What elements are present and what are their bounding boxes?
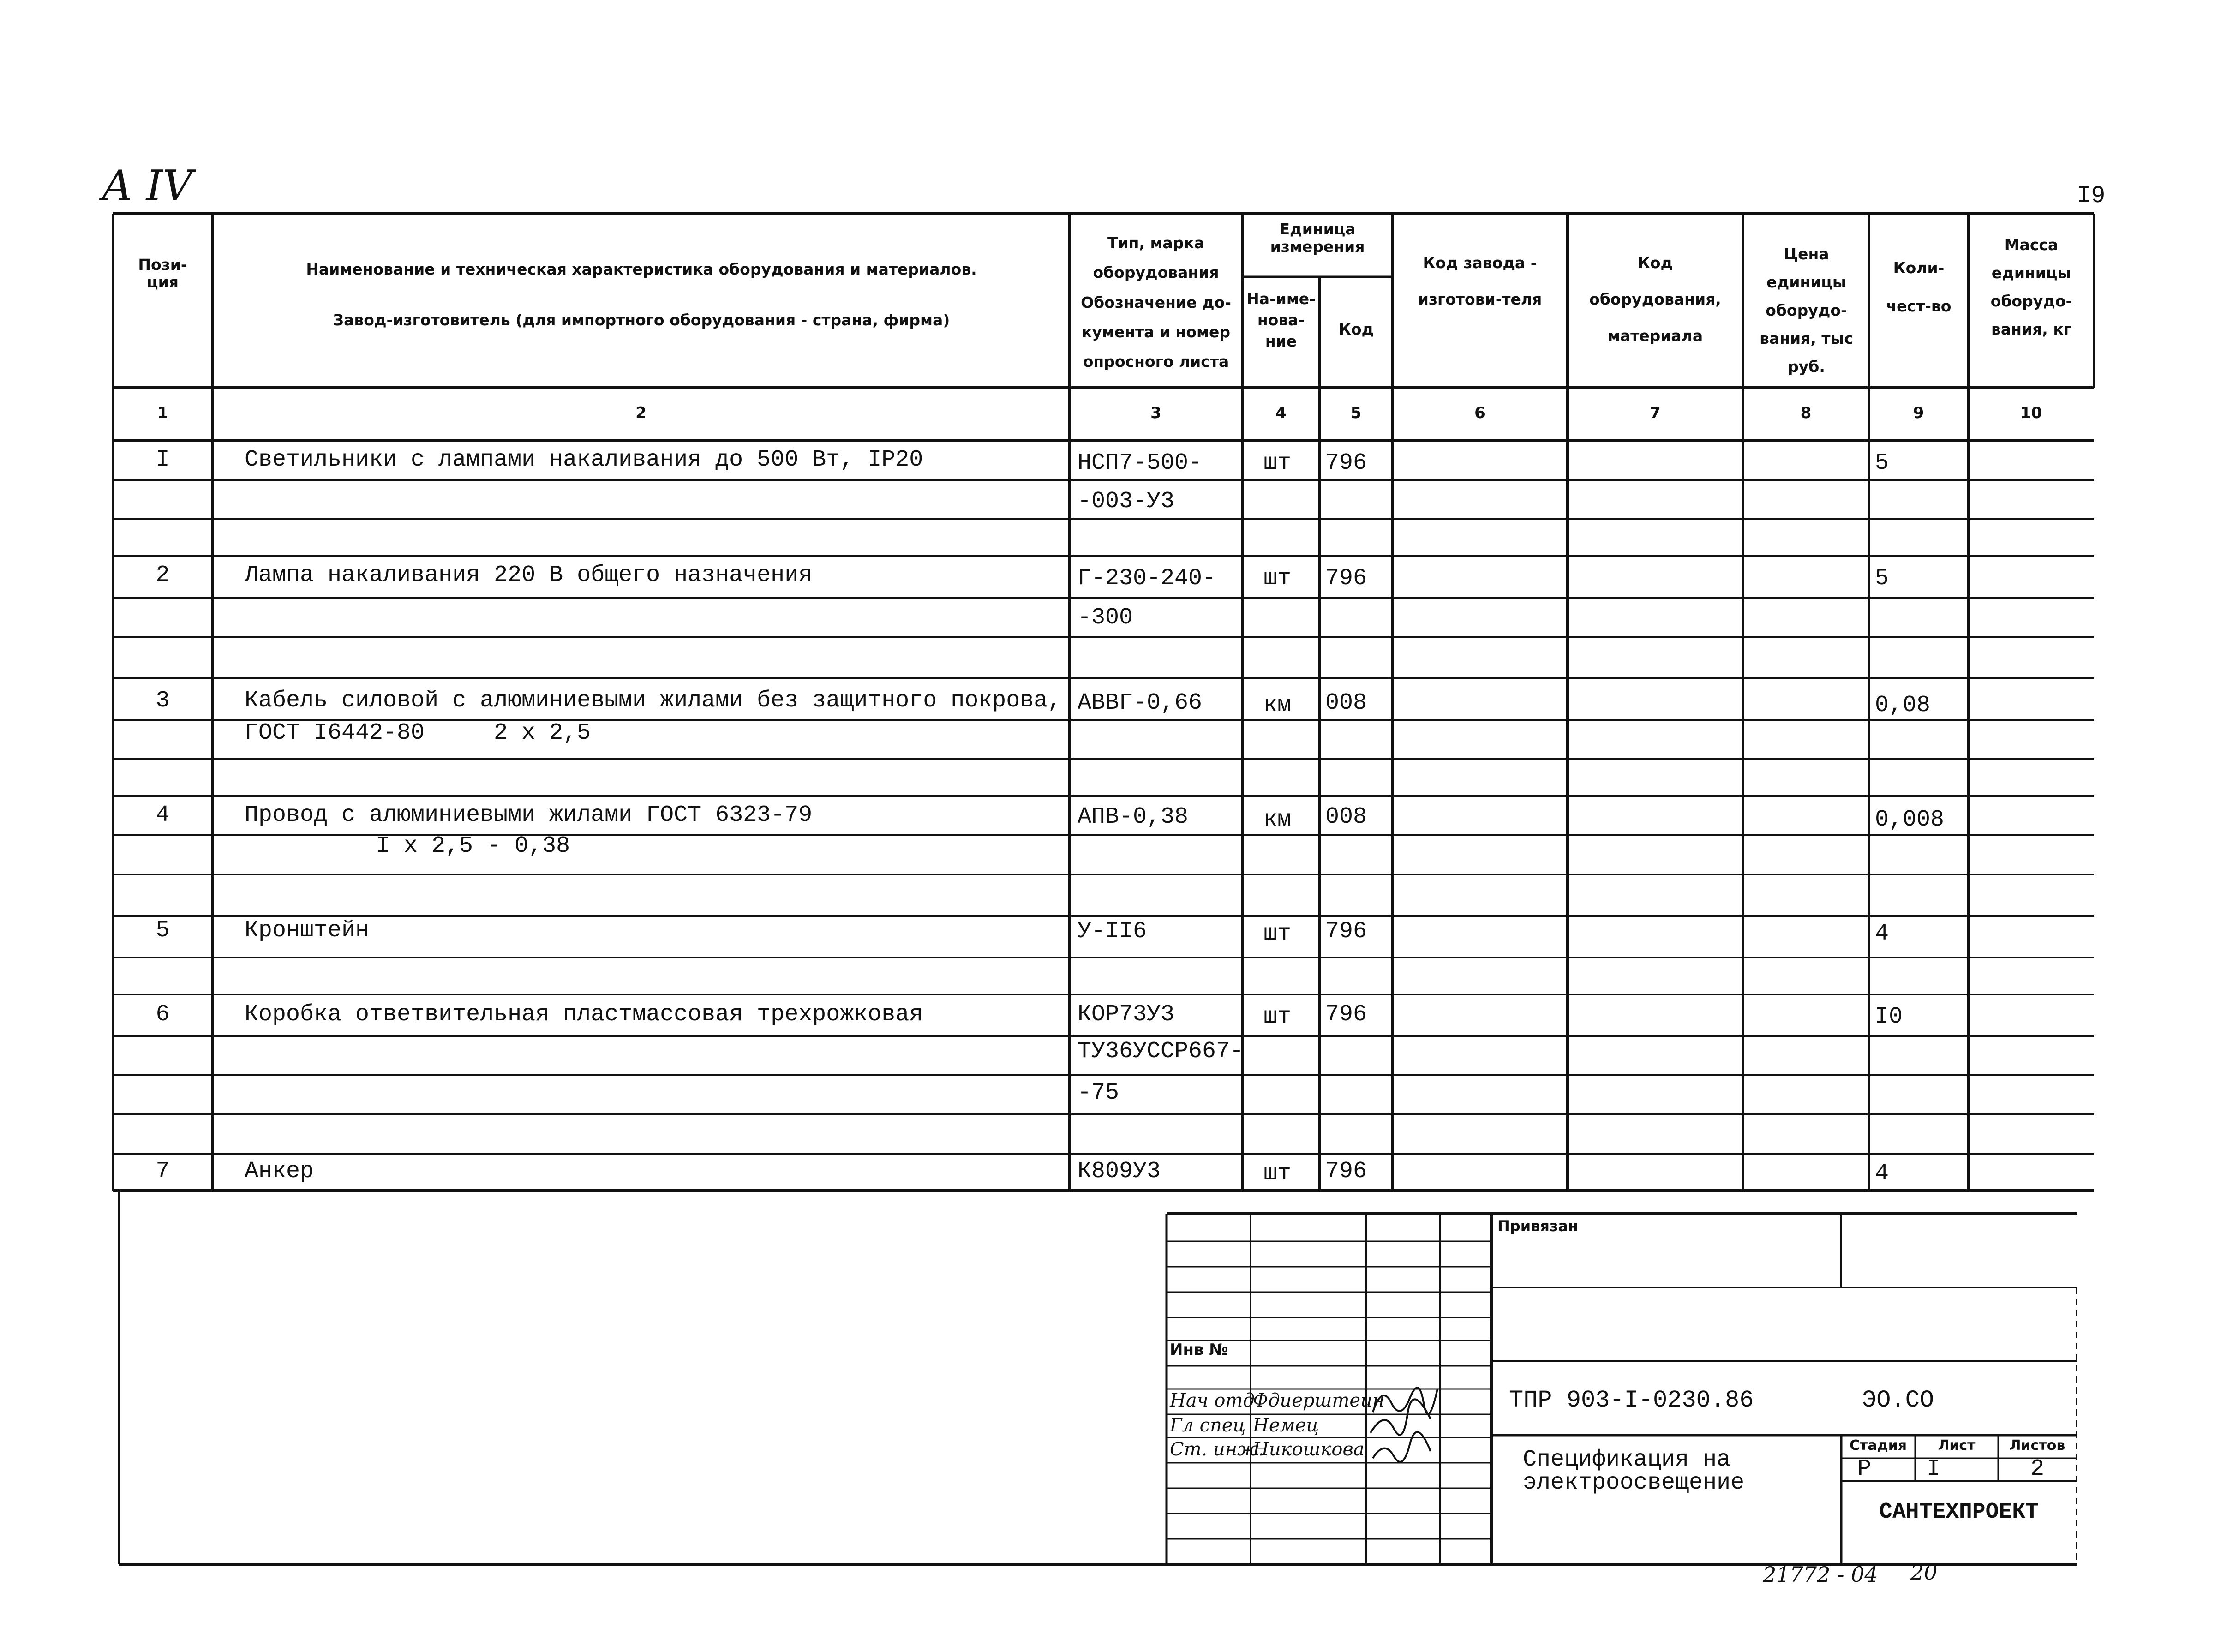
document-title-line1: Спецификация на — [1523, 1447, 1731, 1473]
row-4-position: 4 — [156, 802, 170, 828]
role-3-name: Никошкова — [1253, 1439, 1365, 1460]
role-1-label: Нач отд — [1170, 1390, 1255, 1411]
row-1-position: I — [156, 447, 170, 473]
row-7-position: 7 — [156, 1158, 170, 1185]
row-2-unit: шт — [1263, 565, 1292, 592]
row-5-qty: 4 — [1875, 921, 1889, 947]
row-7-type: К809У3 — [1078, 1158, 1161, 1185]
col-num-10: 10 — [2020, 404, 2042, 422]
row-4-name-cont: I x 2,5 - 0,38 — [376, 833, 570, 859]
sheet-code: ЭО.СО — [1862, 1387, 1934, 1414]
row-3-name-cont: ГОСТ I6442-80 2 x 2,5 — [245, 720, 591, 746]
row-6-name: Коробка ответвительная пластмассовая трехрожковая — [245, 1001, 923, 1028]
row-2-qty: 5 — [1875, 565, 1889, 592]
row-1-type: НСП7-500- — [1078, 450, 1203, 476]
row-6-position: 6 — [156, 1001, 170, 1028]
archive-page: 20 — [1910, 1560, 1938, 1585]
header-equipment-code: Код оборудования, материала — [1589, 254, 1721, 345]
row-4-type: АПВ-0,38 — [1078, 804, 1189, 830]
sheet-label: Лист — [1938, 1437, 1976, 1454]
row-5-name: Кронштейн — [245, 917, 370, 944]
row-3-qty: 0,08 — [1875, 692, 1931, 718]
row-5-unit: шт — [1263, 921, 1292, 947]
header-name-line1: Наименование и техническая характеристика оборудования и материалов. — [306, 260, 977, 278]
row-6-type: КОР73У3 — [1078, 1001, 1175, 1028]
stage-label: Стадия — [1849, 1437, 1907, 1454]
row-5-code: 796 — [1325, 918, 1367, 945]
col-num-5: 5 — [1350, 404, 1362, 422]
row-1-qty: 5 — [1875, 450, 1889, 476]
col-num-1: 1 — [157, 404, 168, 422]
header-quantity: Коли-чест-во — [1886, 259, 1952, 315]
header-name-line2: Завод-изготовитель (для импортного оборудования - страна, фирма) — [333, 311, 950, 329]
role-1-name: Фдиерштеин — [1253, 1390, 1385, 1411]
col-num-4: 4 — [1275, 404, 1287, 422]
row-6-unit: шт — [1263, 1004, 1292, 1030]
row-3-type: АВВГ-0,66 — [1078, 690, 1203, 716]
row-7-qty: 4 — [1875, 1161, 1889, 1187]
row-4-code: 008 — [1325, 804, 1367, 830]
row-5-type: У-II6 — [1078, 918, 1147, 945]
row-6-code: 796 — [1325, 1001, 1367, 1028]
header-unit-price: Цена единицы оборудо-вания, тыс руб. — [1760, 245, 1853, 376]
stage-value: Р — [1857, 1456, 1871, 1482]
row-3-position: 3 — [156, 688, 170, 714]
col-num-3: 3 — [1150, 404, 1161, 422]
header-unit-code: Код — [1338, 320, 1374, 338]
page-number: I9 — [2077, 182, 2106, 209]
row-2-name: Лампа накаливания 220 В общего назначения — [245, 562, 813, 588]
header-type: Тип, марка оборудования Обозначение до-кумента и номер опросного листа — [1081, 234, 1231, 371]
row-6-type-cont: ТУ36УССР667- — [1078, 1038, 1244, 1065]
row-7-unit: шт — [1263, 1161, 1292, 1187]
row-2-position: 2 — [156, 562, 170, 588]
archive-number: 21772 - 04 — [1763, 1562, 1878, 1587]
corner-mark: А IV — [102, 162, 193, 210]
header-mass: Масса единицы оборудо-вания, кг — [1990, 236, 2072, 339]
sheets-value: 2 — [2030, 1456, 2044, 1482]
row-3-name: Кабель силовой с алюминиевыми жилами без защитного покрова, — [245, 688, 1062, 714]
col-num-2: 2 — [635, 404, 647, 422]
header-unit-group: Единица измерения — [1270, 220, 1365, 256]
header-factory-code: Код завода - изготови-теля — [1418, 254, 1542, 309]
role-2-name: Немец — [1253, 1415, 1319, 1436]
row-2-type: Г-230-240- — [1078, 565, 1216, 592]
row-3-code: 008 — [1325, 690, 1367, 716]
row-1-type-cont: -003-У3 — [1078, 488, 1175, 515]
row-3-unit: км — [1263, 692, 1292, 718]
row-1-unit: шт — [1263, 450, 1292, 476]
col-num-9: 9 — [1913, 404, 1924, 422]
row-4-qty: 0,008 — [1875, 807, 1945, 833]
row-2-code: 796 — [1325, 565, 1367, 592]
col-num-7: 7 — [1650, 404, 1661, 422]
row-1-name: Светильники с лампами накаливания до 500 Вт, IP20 — [245, 447, 923, 473]
inventory-label: Инв № — [1170, 1341, 1228, 1359]
row-7-code: 796 — [1325, 1158, 1367, 1185]
row-5-position: 5 — [156, 917, 170, 944]
row-1-code: 796 — [1325, 450, 1367, 476]
col-num-8: 8 — [1800, 404, 1812, 422]
role-2-label: Гл спец — [1170, 1415, 1246, 1436]
col-num-6: 6 — [1474, 404, 1485, 422]
sheet-value: I — [1926, 1456, 1940, 1482]
row-6-type-cont2: -75 — [1078, 1080, 1119, 1106]
row-4-name: Провод с алюминиевыми жилами ГОСТ 6323-79 — [245, 802, 813, 828]
row-4-unit: км — [1263, 807, 1292, 833]
attached-label: Привязан — [1497, 1217, 1579, 1235]
document-code: ТПР 903-I-0230.86 — [1509, 1387, 1754, 1414]
document-title-line2: электроосвещение — [1523, 1470, 1745, 1496]
role-3-label: Ст. инж. — [1170, 1439, 1264, 1460]
header-unit-name: На-име-нова-ние — [1246, 290, 1316, 351]
organization-name: САНТЕХПРОЕКТ — [1879, 1500, 2039, 1525]
row-2-type-cont: -300 — [1078, 605, 1133, 631]
header-position: Пози- ция — [138, 256, 187, 291]
sheets-label: Листов — [2009, 1437, 2065, 1454]
row-6-qty: I0 — [1875, 1004, 1903, 1030]
row-7-name: Анкер — [245, 1158, 314, 1185]
